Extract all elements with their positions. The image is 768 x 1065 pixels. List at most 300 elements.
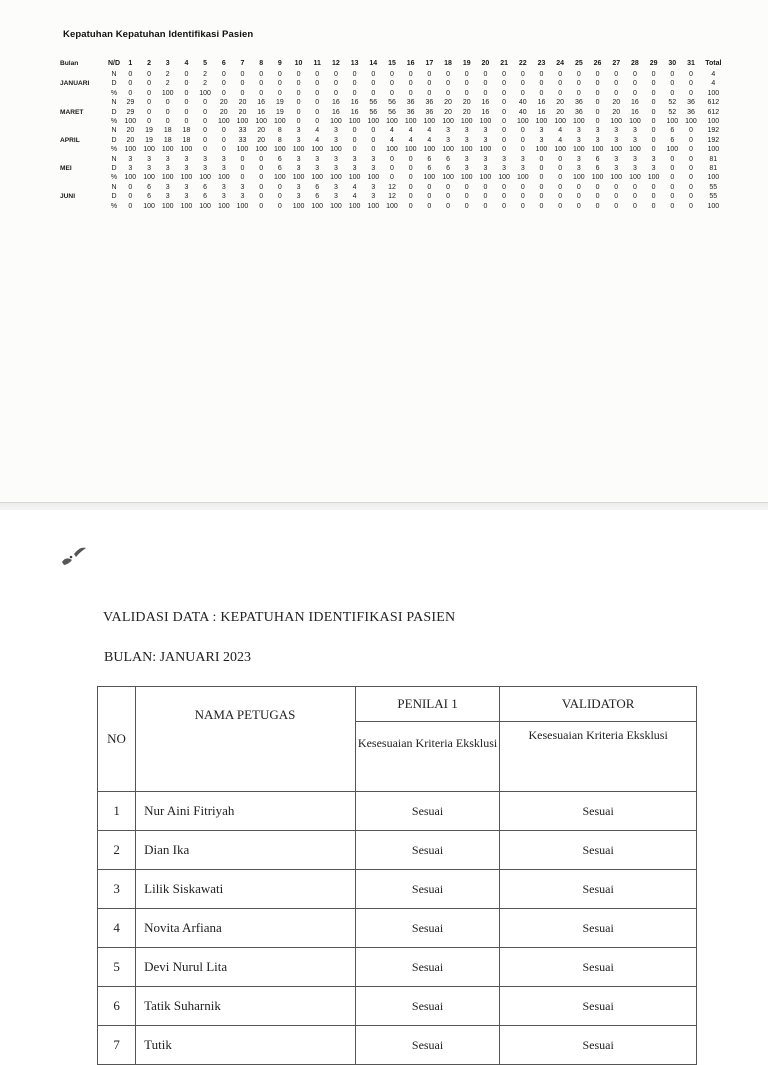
day-value-cell: 0 [689, 136, 693, 144]
day-value-cell: 0 [147, 80, 151, 88]
day-value-cell: 100 [610, 146, 623, 154]
row-validator-status: Sesuai [500, 831, 697, 870]
day-value-cell: 0 [184, 108, 189, 116]
day-value-cell: 3 [464, 127, 469, 135]
day-value-cell: 100 [629, 146, 641, 154]
day-value-cell: 0 [502, 127, 507, 135]
day-value-cell: 20 [556, 108, 565, 116]
day-value-cell: 100 [348, 174, 361, 182]
day-value-cell: 0 [539, 193, 544, 201]
day-value-cell: 0 [371, 127, 376, 135]
day-value-cell: 3 [221, 193, 226, 201]
day-value-cell: 3 [632, 155, 637, 163]
day-value-cell: 100 [143, 146, 155, 154]
day-value-cell: 0 [221, 146, 226, 154]
day-value-cell: 100 [535, 146, 548, 154]
day-value-cell: 0 [539, 165, 544, 173]
day-value-cell: 0 [520, 89, 525, 97]
day-value-cell: 0 [221, 127, 226, 135]
day-value-cell: 0 [464, 89, 469, 97]
day-value-cell: 3 [483, 136, 488, 144]
day-value-cell: 100 [311, 202, 324, 210]
day-value-cell: 0 [502, 183, 507, 191]
day-value-cell: 0 [165, 99, 170, 107]
day-value-cell: 0 [502, 136, 507, 144]
day-value-cell: 100 [161, 202, 174, 210]
day-value-cell: 0 [446, 202, 450, 210]
day-value-cell: 100 [311, 174, 324, 182]
nd-label: % [110, 174, 118, 182]
day-value-cell: 3 [520, 155, 525, 163]
row-nama-petugas: Devi Nurul Lita [136, 948, 356, 987]
row-validator-status: Sesuai [500, 948, 697, 987]
day-value-cell: 100 [460, 118, 473, 126]
day-value-cell: 0 [277, 89, 282, 97]
row-no: 6 [98, 987, 136, 1026]
day-value-cell: 3 [632, 127, 637, 135]
row-nama-petugas: Nur Aini Fitriyah [136, 792, 356, 831]
row-nama-petugas: Tutik [136, 1026, 356, 1065]
month-cell [57, 98, 107, 107]
day-value-cell: 0 [689, 202, 693, 210]
day-value-cell: 0 [576, 193, 581, 201]
day-value-cell: 0 [128, 80, 133, 88]
day-value-cell: 3 [595, 127, 600, 135]
row-validator-status: Sesuai [500, 987, 697, 1026]
day-value-cell: 6 [315, 183, 320, 191]
day-value-cell: 100 [423, 174, 436, 182]
total-cell: 192 [707, 127, 720, 135]
total-cell: 100 [707, 146, 720, 154]
day-value-cell: 36 [425, 108, 434, 116]
day-value-cell: 0 [464, 71, 469, 78]
kepatuhan-data-row [57, 164, 726, 173]
kepatuhan-header-row [57, 58, 726, 70]
day-value-cell: 3 [184, 193, 189, 201]
day-value-cell: 36 [687, 99, 695, 107]
day-value-cell: 0 [651, 202, 656, 210]
day-value-cell: 0 [446, 183, 450, 191]
nd-label: N [111, 99, 117, 107]
day-value-cell: 3 [333, 165, 338, 173]
kepatuhan-header-cell: 17 [425, 60, 434, 67]
day-value-cell: 6 [147, 193, 151, 201]
day-value-cell: 0 [670, 183, 675, 191]
day-value-cell: 0 [408, 155, 413, 163]
day-value-cell: 0 [315, 80, 320, 88]
day-value-cell: 3 [165, 193, 170, 201]
day-value-cell: 100 [554, 118, 566, 126]
day-value-cell: 3 [333, 193, 338, 201]
day-value-cell: 0 [427, 183, 432, 191]
day-value-cell: 0 [371, 80, 376, 88]
kepatuhan-header-cell: 28 [631, 60, 639, 67]
day-value-cell: 8 [277, 136, 282, 144]
day-value-cell: 36 [574, 108, 583, 116]
day-value-cell: 3 [147, 155, 151, 163]
day-value-cell: 100 [330, 118, 342, 126]
day-value-cell: 0 [651, 108, 656, 116]
day-value-cell: 0 [296, 89, 301, 97]
nd-label: % [110, 202, 118, 210]
day-value-cell: 0 [670, 155, 675, 163]
day-value-cell: 0 [147, 89, 151, 97]
day-value-cell: 0 [483, 80, 488, 88]
day-value-cell: 0 [446, 193, 450, 201]
day-value-cell: 16 [481, 108, 490, 116]
day-value-cell: 3 [502, 165, 507, 173]
day-value-cell: 3 [539, 136, 544, 144]
validasi-row [98, 909, 697, 948]
day-value-cell: 0 [147, 118, 151, 126]
day-value-cell: 0 [315, 71, 320, 78]
day-value-cell: 3 [371, 165, 376, 173]
day-value-cell: 6 [203, 193, 208, 201]
day-value-cell: 4 [390, 136, 394, 144]
day-value-cell: 0 [371, 71, 376, 78]
day-value-cell: 0 [277, 71, 282, 78]
day-value-cell: 0 [520, 202, 525, 210]
day-value-cell: 0 [502, 80, 507, 88]
total-cell: 612 [707, 99, 720, 107]
day-value-cell: 0 [240, 174, 245, 182]
day-value-cell: 20 [612, 99, 621, 107]
day-value-cell: 0 [520, 136, 525, 144]
day-value-cell: 29 [126, 99, 135, 107]
day-value-cell: 100 [629, 118, 641, 126]
kepatuhan-data-row [57, 108, 726, 117]
day-value-cell: 0 [240, 165, 245, 173]
day-value-cell: 0 [259, 71, 264, 78]
day-value-cell: 3 [333, 136, 338, 144]
day-value-cell: 0 [483, 193, 488, 201]
row-validator-status: Sesuai [500, 870, 697, 909]
kepatuhan-header-cell: 4 [184, 60, 189, 67]
day-value-cell: 0 [689, 155, 693, 163]
day-value-cell: 0 [651, 183, 656, 191]
nd-label: D [111, 80, 117, 88]
day-value-cell: 0 [558, 155, 563, 163]
day-value-cell: 0 [277, 202, 282, 210]
day-value-cell: 0 [446, 71, 450, 78]
day-value-cell: 2 [165, 80, 170, 88]
month-label: APRIL [60, 136, 80, 144]
month-cell [57, 173, 107, 182]
day-value-cell: 3 [483, 165, 488, 173]
day-value-cell: 100 [236, 118, 249, 126]
day-value-cell: 20 [219, 108, 228, 116]
day-value-cell: 0 [483, 89, 488, 97]
day-value-cell: 0 [184, 80, 189, 88]
validasi-table [97, 686, 697, 1065]
day-value-cell: 3 [165, 155, 170, 163]
day-value-cell: 0 [689, 71, 693, 78]
day-value-cell: 0 [670, 174, 675, 182]
day-value-cell: 3 [614, 155, 619, 163]
total-cell: 100 [707, 89, 720, 97]
kepatuhan-header-cell: 7 [240, 60, 245, 67]
day-value-cell: 52 [668, 108, 677, 116]
day-value-cell: 20 [219, 99, 228, 107]
day-value-cell: 3 [651, 155, 656, 163]
row-penilai-status: Sesuai [355, 792, 499, 831]
day-value-cell: 3 [483, 155, 488, 163]
day-value-cell: 0 [165, 108, 170, 116]
kepatuhan-data-row [57, 126, 726, 135]
day-value-cell: 3 [539, 127, 544, 135]
day-value-cell: 3 [221, 165, 226, 173]
day-value-cell: 0 [576, 89, 581, 97]
day-value-cell: 3 [296, 127, 301, 135]
kepatuhan-data-row [57, 136, 726, 145]
day-value-cell: 0 [147, 99, 151, 107]
day-value-cell: 3 [240, 193, 245, 201]
kepatuhan-header-cell: 31 [687, 60, 695, 67]
day-value-cell: 12 [388, 183, 396, 191]
day-value-cell: 3 [296, 155, 301, 163]
day-value-cell: 0 [408, 183, 413, 191]
day-value-cell: 3 [576, 155, 581, 163]
day-value-cell: 0 [464, 202, 469, 210]
day-value-cell: 0 [464, 80, 469, 88]
total-cell: 612 [707, 108, 720, 116]
day-value-cell: 100 [311, 146, 324, 154]
day-value-cell: 3 [333, 183, 338, 191]
kepatuhan-header-cell: 16 [406, 60, 415, 67]
day-value-cell: 0 [333, 80, 338, 88]
row-penilai-status: Sesuai [355, 831, 499, 870]
day-value-cell: 3 [184, 165, 189, 173]
day-value-cell: 4 [315, 127, 320, 135]
row-no: 7 [98, 1026, 136, 1065]
day-value-cell: 0 [632, 202, 637, 210]
day-value-cell: 0 [632, 183, 637, 191]
day-value-cell: 100 [124, 174, 137, 182]
day-value-cell: 0 [576, 202, 581, 210]
day-value-cell: 0 [315, 118, 320, 126]
day-value-cell: 4 [315, 136, 320, 144]
day-value-cell: 4 [427, 127, 432, 135]
kepatuhan-header-cell: 20 [481, 60, 490, 67]
day-value-cell: 0 [352, 127, 357, 135]
kepatuhan-data-row [57, 117, 726, 126]
kepatuhan-header-cell: 9 [277, 60, 282, 67]
kepatuhan-data-row [57, 192, 726, 201]
day-value-cell: 100 [479, 118, 492, 126]
total-cell: 55 [709, 193, 718, 201]
day-value-cell: 3 [464, 155, 469, 163]
day-value-cell: 0 [595, 108, 600, 116]
validasi-row [98, 948, 697, 987]
subheader-penilai: Kesesuaian Kriteria Eksklusi [355, 722, 499, 792]
day-value-cell: 20 [257, 127, 266, 135]
day-value-cell: 3 [371, 155, 376, 163]
day-value-cell: 0 [259, 193, 264, 201]
day-value-cell: 0 [651, 146, 656, 154]
nd-label: % [110, 118, 118, 126]
month-label: JUNI [60, 193, 76, 201]
kepatuhan-header-cell: 3 [165, 60, 170, 67]
day-value-cell: 0 [595, 80, 600, 88]
day-value-cell: 0 [670, 202, 675, 210]
day-value-cell: 20 [444, 99, 452, 107]
day-value-cell: 6 [670, 136, 675, 144]
day-value-cell: 0 [558, 202, 563, 210]
row-no: 5 [98, 948, 136, 987]
nd-label: % [110, 89, 118, 97]
day-value-cell: 0 [632, 71, 637, 78]
day-value-cell: 0 [390, 165, 394, 173]
day-value-cell: 0 [558, 183, 563, 191]
day-value-cell: 20 [257, 136, 266, 144]
day-value-cell: 0 [371, 136, 376, 144]
day-value-cell: 100 [386, 118, 398, 126]
day-value-cell: 0 [352, 71, 357, 78]
day-value-cell: 100 [161, 146, 174, 154]
day-value-cell: 100 [591, 146, 604, 154]
day-value-cell: 0 [632, 193, 637, 201]
day-value-cell: 18 [182, 127, 191, 135]
day-value-cell: 100 [647, 174, 660, 182]
day-value-cell: 6 [315, 193, 320, 201]
day-value-cell: 100 [460, 174, 473, 182]
day-value-cell: 100 [274, 174, 286, 182]
validasi-row [98, 831, 697, 870]
day-value-cell: 4 [408, 127, 413, 135]
day-value-cell: 0 [203, 118, 208, 126]
day-value-cell: 0 [651, 99, 656, 107]
day-value-cell: 100 [217, 118, 230, 126]
day-value-cell: 100 [199, 89, 211, 97]
day-value-cell: 0 [464, 183, 469, 191]
validasi-row [98, 987, 697, 1026]
month-label: MARET [60, 108, 84, 116]
day-value-cell: 0 [408, 202, 413, 210]
day-value-cell: 0 [390, 174, 394, 182]
kepatuhan-header-cell: 21 [500, 60, 508, 67]
day-value-cell: 100 [516, 174, 529, 182]
total-cell: 4 [711, 71, 716, 78]
day-value-cell: 0 [558, 174, 563, 182]
nd-label: D [111, 193, 117, 201]
day-value-cell: 0 [352, 80, 357, 88]
day-value-cell: 100 [479, 174, 492, 182]
row-validator-status: Sesuai [500, 1026, 697, 1065]
day-value-cell: 100 [124, 118, 137, 126]
month-cell [57, 70, 107, 79]
day-value-cell: 3 [614, 127, 619, 135]
day-value-cell: 3 [128, 165, 133, 173]
day-value-cell: 100 [217, 174, 230, 182]
kepatuhan-data-row [57, 70, 726, 79]
day-value-cell: 2 [203, 80, 208, 88]
day-value-cell: 0 [502, 99, 507, 107]
day-value-cell: 3 [352, 165, 357, 173]
day-value-cell: 0 [277, 80, 282, 88]
day-value-cell: 0 [520, 80, 525, 88]
day-value-cell: 0 [502, 146, 507, 154]
day-value-cell: 100 [442, 174, 454, 182]
day-value-cell: 3 [165, 165, 170, 173]
day-value-cell: 100 [404, 118, 417, 126]
day-value-cell: 4 [352, 183, 357, 191]
day-value-cell: 0 [632, 89, 637, 97]
day-value-cell: 20 [444, 108, 452, 116]
day-value-cell: 0 [651, 71, 656, 78]
day-value-cell: 0 [390, 71, 394, 78]
row-penilai-status: Sesuai [355, 948, 499, 987]
day-value-cell: 0 [595, 89, 600, 97]
row-nama-petugas: Tatik Suharnik [136, 987, 356, 1026]
day-value-cell: 0 [333, 71, 338, 78]
day-value-cell: 3 [333, 155, 338, 163]
day-value-cell: 3 [296, 193, 301, 201]
kepatuhan-header-cell: 30 [668, 60, 677, 67]
month-cell [57, 202, 107, 211]
day-value-cell: 0 [259, 80, 264, 88]
day-value-cell: 0 [539, 202, 544, 210]
day-value-cell: 0 [446, 80, 450, 88]
kepatuhan-table [57, 58, 726, 211]
day-value-cell: 100 [236, 202, 249, 210]
day-value-cell: 0 [520, 183, 525, 191]
kepatuhan-header-cell: 25 [574, 60, 583, 67]
month-cell [57, 145, 107, 154]
day-value-cell: 0 [520, 146, 525, 154]
kepatuhan-header-cell: 15 [388, 60, 396, 67]
day-value-cell: 3 [520, 165, 525, 173]
day-value-cell: 3 [371, 183, 376, 191]
header-nama-petugas: NAMA PETUGAS [136, 687, 356, 792]
day-value-cell: 0 [651, 118, 656, 126]
day-value-cell: 16 [350, 99, 359, 107]
day-value-cell: 0 [595, 193, 600, 201]
day-value-cell: 6 [670, 127, 675, 135]
day-value-cell: 36 [687, 108, 695, 116]
day-value-cell: 0 [595, 183, 600, 191]
day-value-cell: 0 [408, 71, 413, 78]
day-value-cell: 56 [369, 99, 378, 107]
day-value-cell: 0 [315, 89, 320, 97]
day-value-cell: 0 [689, 183, 693, 191]
day-value-cell: 4 [408, 136, 413, 144]
day-value-cell: 100 [199, 202, 211, 210]
day-value-cell: 100 [629, 174, 641, 182]
day-value-cell: 3 [333, 127, 338, 135]
day-value-cell: 3 [240, 183, 245, 191]
day-value-cell: 0 [147, 71, 151, 78]
day-value-cell: 100 [217, 202, 230, 210]
day-value-cell: 52 [668, 99, 677, 107]
day-value-cell: 0 [165, 118, 170, 126]
day-value-cell: 12 [388, 193, 396, 201]
day-value-cell: 20 [612, 108, 621, 116]
day-value-cell: 3 [165, 183, 170, 191]
day-value-cell: 3 [632, 136, 637, 144]
day-value-cell: 3 [147, 165, 151, 173]
kepatuhan-header-cell: 23 [537, 60, 546, 67]
day-value-cell: 0 [128, 193, 133, 201]
day-value-cell: 0 [259, 202, 264, 210]
kepatuhan-header-cell: 22 [518, 60, 527, 67]
day-value-cell: 20 [556, 99, 565, 107]
day-value-cell: 0 [296, 71, 301, 78]
day-value-cell: 3 [184, 155, 189, 163]
month-cell [57, 155, 107, 164]
day-value-cell: 33 [238, 136, 247, 144]
day-value-cell: 0 [408, 89, 413, 97]
day-value-cell: 100 [292, 174, 305, 182]
